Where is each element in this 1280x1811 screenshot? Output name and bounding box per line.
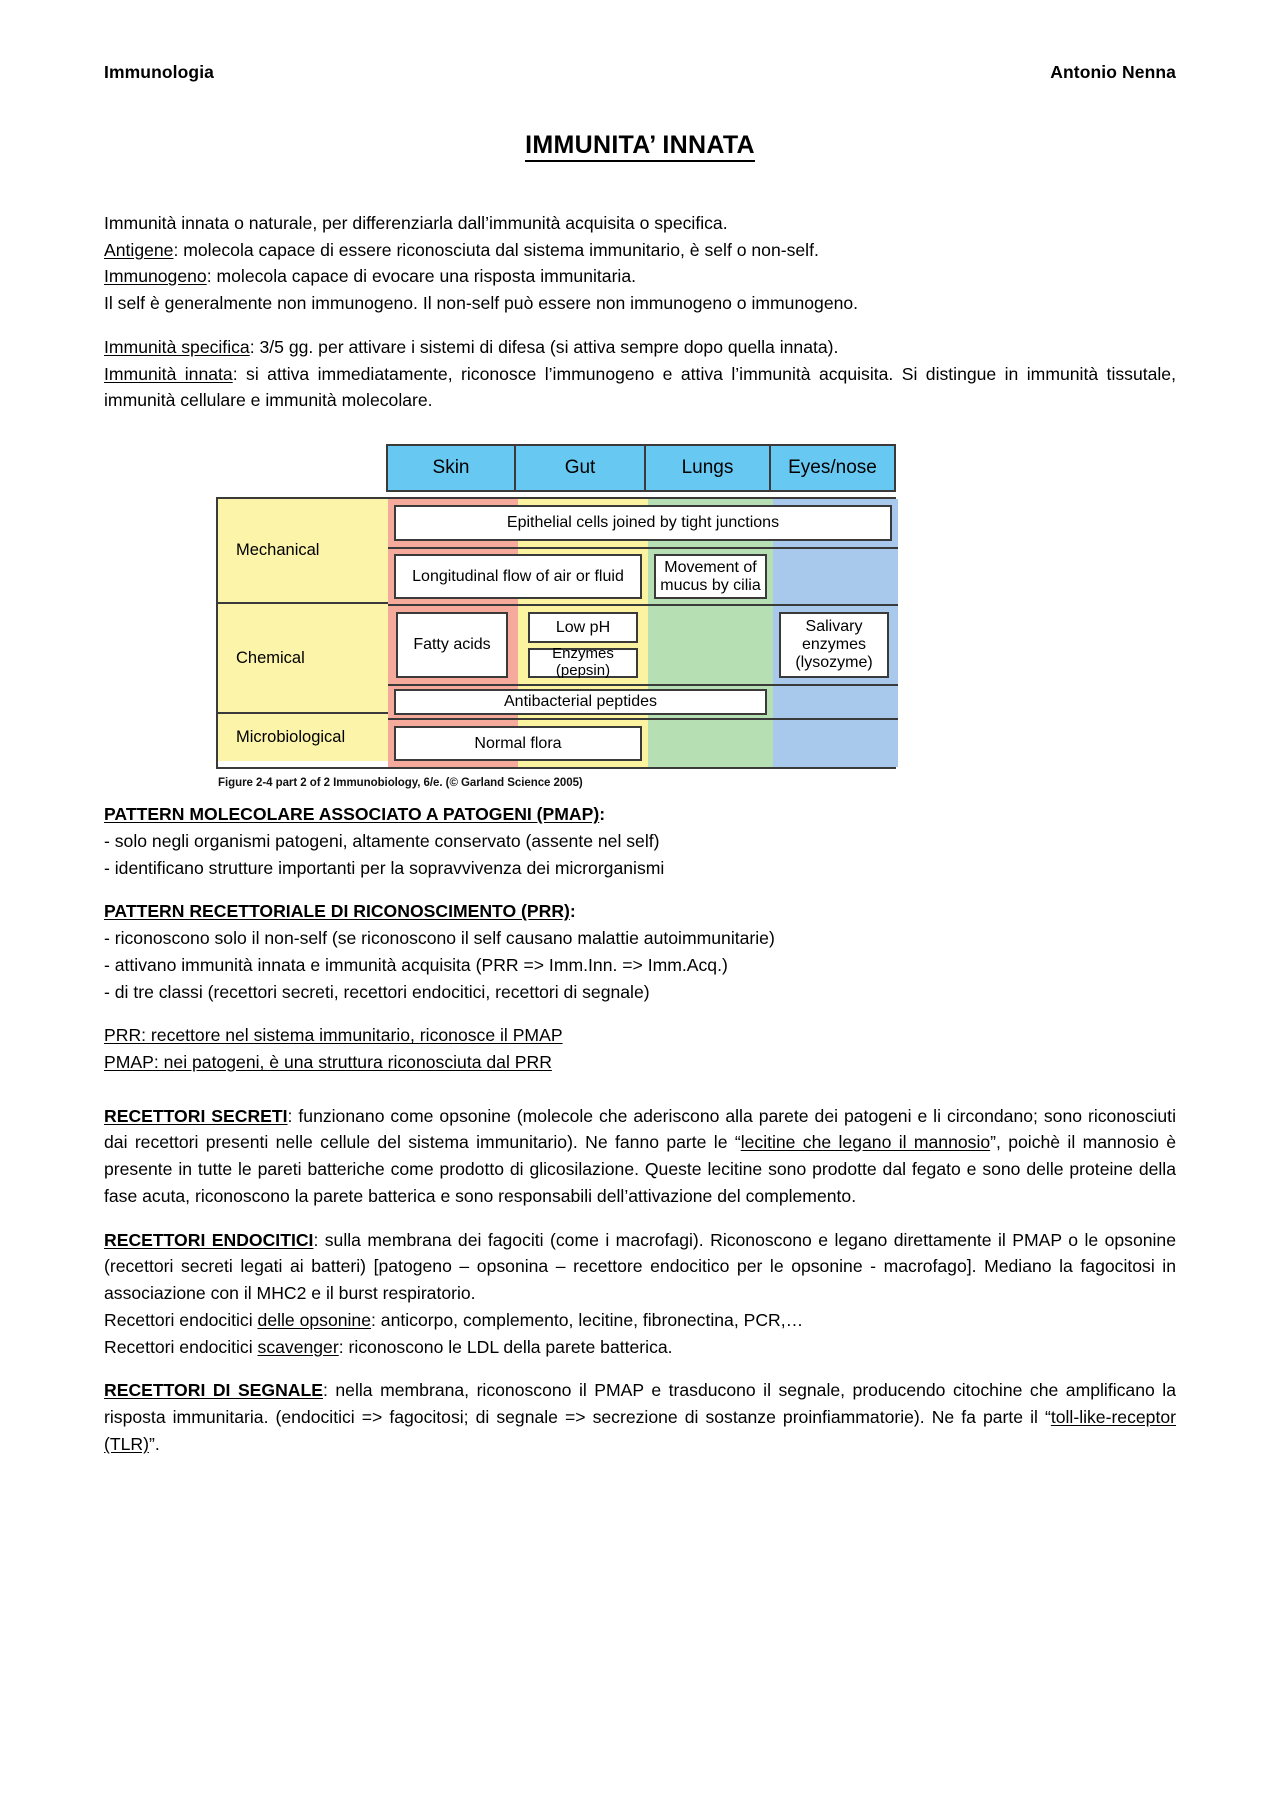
figure-columns bbox=[388, 499, 898, 767]
band-longitudinal bbox=[388, 549, 898, 606]
prr-section bbox=[104, 898, 1176, 1005]
band-normal-flora bbox=[388, 720, 898, 767]
figure-caption: Figure 2-4 part 2 of 2 Immunobiology, 6/e. (© Garland Science 2005) bbox=[218, 777, 583, 790]
immunita-innata-line bbox=[104, 364, 1176, 411]
page-title bbox=[104, 131, 1176, 160]
tint-lungs-chemical bbox=[648, 606, 773, 684]
cell-fatty-acids: Fatty acids bbox=[396, 612, 508, 678]
toll-like-receptor-underlined: toll-like-receptor (TLR) bbox=[104, 1407, 1176, 1454]
figure-body bbox=[216, 497, 896, 769]
prr-bullet-2: - attivano immunità innata e immunità acquisita (PRR => Imm.Inn. => Imm.Acq.) bbox=[104, 954, 728, 975]
recettori-endocitici-scavenger-line bbox=[104, 1334, 1176, 1361]
lecitine-mannosio-underlined: lecitine che legano il mannosio bbox=[740, 1132, 991, 1153]
recettori-endocitici-main bbox=[104, 1230, 1176, 1303]
intro-line-3-rest: : molecola capace di evocare una risposta immunitaria. bbox=[206, 266, 637, 287]
immunita-specifica-rest: : 3/5 gg. per attivare i sistemi di difesa (si attiva sempre dopo quella innata). bbox=[249, 336, 839, 357]
immunita-specifica-line bbox=[104, 334, 1176, 361]
column-header-eyes-nose: Eyes/nose bbox=[771, 444, 896, 492]
prr-heading-line bbox=[104, 898, 1176, 925]
recettori-segnale-section bbox=[104, 1377, 1176, 1457]
recettori-segnale-part1: : nella membrana, riconoscono il PMAP e trasducono il segnale, producendo citochine che amplificano la risposta immunitaria. (endocitici => fagocitosi; di segnale => secrezione di sostanze proinfiammatorie). Ne fa parte il “ bbox=[104, 1380, 1176, 1428]
recettori-secreti-heading: RECETTORI SECRETI bbox=[104, 1105, 288, 1126]
figure-row-labels bbox=[218, 499, 388, 767]
band-antibacterial bbox=[388, 686, 898, 720]
pmap-bullet-1: - solo negli organismi patogeni, altamente conservato (assente nel self) bbox=[104, 830, 660, 851]
scavenger-pre: Recettori endocitici bbox=[104, 1336, 258, 1357]
tint-eyes-flora bbox=[773, 720, 898, 767]
figure-column-headers bbox=[386, 444, 896, 492]
tint-lungs-flora bbox=[648, 720, 773, 767]
page-title-text: IMMUNITA’ INNATA bbox=[525, 131, 755, 162]
recettori-secreti-part2: ”, poichè il mannosio è presente in tutte le pareti batteriche come prodotto di glicosilazione. Queste lecitine sono prodotte dal fegato e sono delle proteine della fase acuta, riconoscono la parete batterica e sono responsabili dell’attivazione del complemento. bbox=[104, 1132, 1176, 1206]
column-header-skin: Skin bbox=[386, 444, 516, 492]
prr-heading-colon: : bbox=[569, 901, 576, 922]
term-immunita-innata: Immunità innata bbox=[104, 363, 233, 384]
recettori-segnale-heading: RECETTORI DI SEGNALE bbox=[104, 1380, 323, 1401]
cell-longitudinal-flow: Longitudinal flow of air or fluid bbox=[394, 554, 642, 599]
cell-enzymes-pepsin: Enzymes (pepsin) bbox=[528, 648, 638, 678]
cell-movement-of-mucus: Movement of mucus by cilia bbox=[654, 554, 767, 599]
column-header-lungs: Lungs bbox=[646, 444, 771, 492]
intro-line-3 bbox=[104, 263, 1176, 290]
cell-normal-flora: Normal flora bbox=[394, 726, 642, 761]
tint-eyes-longitudinal bbox=[773, 549, 898, 604]
intro-block bbox=[104, 210, 1176, 317]
immunita-block bbox=[104, 334, 1176, 414]
recettori-endocitici-opsonine-line bbox=[104, 1307, 1176, 1334]
scavenger-underlined: scavenger bbox=[257, 1336, 339, 1357]
prr-bullet-3: - di tre classi (recettori secreti, recettori endocitici, recettori di segnale) bbox=[104, 981, 650, 1002]
prr-bullet-1: - riconoscono solo il non-self (se riconoscono il self causano malattie autoimmunitarie) bbox=[104, 928, 775, 949]
recettori-endocitici-part1: : sulla membrana dei fagociti (come i macrofagi). Riconoscono e legano direttamente il PMAP o le opsonine (recettori secreti legati ai batteri) [patogeno – opsonina – recettore endocitico per le opsonine - macrofago]. Mediano la fagocitosi in associazione con il MHC2 e il burst respiratorio. bbox=[104, 1229, 1176, 1304]
definition-pmap: PMAP: nei patogeni, è una struttura riconosciuta dal PRR bbox=[104, 1052, 552, 1073]
definition-prr: PRR: recettore nel sistema immunitario, riconosce il PMAP bbox=[104, 1025, 563, 1046]
opsonine-post: : anticorpo, complemento, lecitine, fibronectina, PCR,… bbox=[371, 1309, 804, 1330]
row-label-mechanical: Mechanical bbox=[218, 499, 388, 604]
cell-low-ph: Low pH bbox=[528, 612, 638, 643]
recettori-endocitici-heading: RECETTORI ENDOCITICI bbox=[104, 1229, 314, 1250]
opsonine-pre: Recettori endocitici bbox=[104, 1309, 258, 1330]
intro-line-2 bbox=[104, 237, 1176, 264]
immunita-innata-rest: : si attiva immediatamente, riconosce l’immunogeno e attiva l’immunità acquisita. Si distingue in immunità tissutale, immunità cellulare e immunità molecolare. bbox=[104, 363, 1176, 411]
definitions-block bbox=[104, 1022, 1176, 1075]
prr-heading: PATTERN RECETTORIALE DI RICONOSCIMENTO (PRR) bbox=[104, 901, 570, 922]
intro-line-1: Immunità innata o naturale, per differenziarla dall’immunità acquisita o specifica. bbox=[104, 213, 728, 233]
recettori-secreti-section bbox=[104, 1103, 1176, 1210]
opsonine-underlined: delle opsonine bbox=[257, 1309, 372, 1330]
term-immunita-specifica: Immunità specifica bbox=[104, 336, 250, 357]
pmap-heading: PATTERN MOLECOLARE ASSOCIATO A PATOGENI (PMAP) bbox=[104, 804, 600, 825]
header-author: Antonio Nenna bbox=[1050, 62, 1176, 82]
header-subject: Immunologia bbox=[104, 62, 214, 82]
term-immunogeno: Immunogeno bbox=[104, 266, 207, 287]
cell-salivary-enzymes: Salivary enzymes (lysozyme) bbox=[779, 612, 889, 678]
row-label-chemical: Chemical bbox=[218, 604, 388, 714]
document-header bbox=[104, 62, 1176, 83]
cell-epithelial-cells: Epithelial cells joined by tight junctions bbox=[394, 505, 892, 541]
row-label-microbiological: Microbiological bbox=[218, 714, 388, 761]
scavenger-post: : riconoscono le LDL della parete batterica. bbox=[338, 1336, 673, 1357]
column-header-gut: Gut bbox=[516, 444, 646, 492]
band-chemical bbox=[388, 606, 898, 686]
intro-line-4: Il self è generalmente non immunogeno. Il non-self può essere non immunogeno o immunogeno. bbox=[104, 293, 859, 314]
band-epithelial bbox=[388, 499, 898, 549]
recettori-segnale-part2: ”. bbox=[148, 1433, 160, 1454]
figure-barriers bbox=[104, 444, 1176, 789]
intro-line-2-rest: : molecola capace di essere riconosciuta dal sistema immunitario, è self o non-self. bbox=[173, 239, 819, 260]
spacer bbox=[104, 1093, 1176, 1103]
recettori-secreti-part1: : funzionano come opsonine (molecole che aderiscono alla parete dei patogeni e li circondano; sono riconosciuti dai recettori presenti nelle cellule del sistema immunitario). Ne fanno parte le “ bbox=[104, 1105, 1176, 1153]
pmap-section bbox=[104, 801, 1176, 881]
cell-antibacterial-peptides: Antibacterial peptides bbox=[394, 689, 767, 715]
pmap-heading-colon: : bbox=[599, 804, 606, 825]
recettori-endocitici-section bbox=[104, 1227, 1176, 1361]
tint-eyes-antibacterial bbox=[773, 686, 898, 718]
pmap-bullet-2: - identificano strutture importanti per la sopravvivenza dei microrganismi bbox=[104, 857, 665, 878]
pmap-heading-line bbox=[104, 801, 1176, 828]
term-antigene: Antigene bbox=[104, 239, 174, 260]
